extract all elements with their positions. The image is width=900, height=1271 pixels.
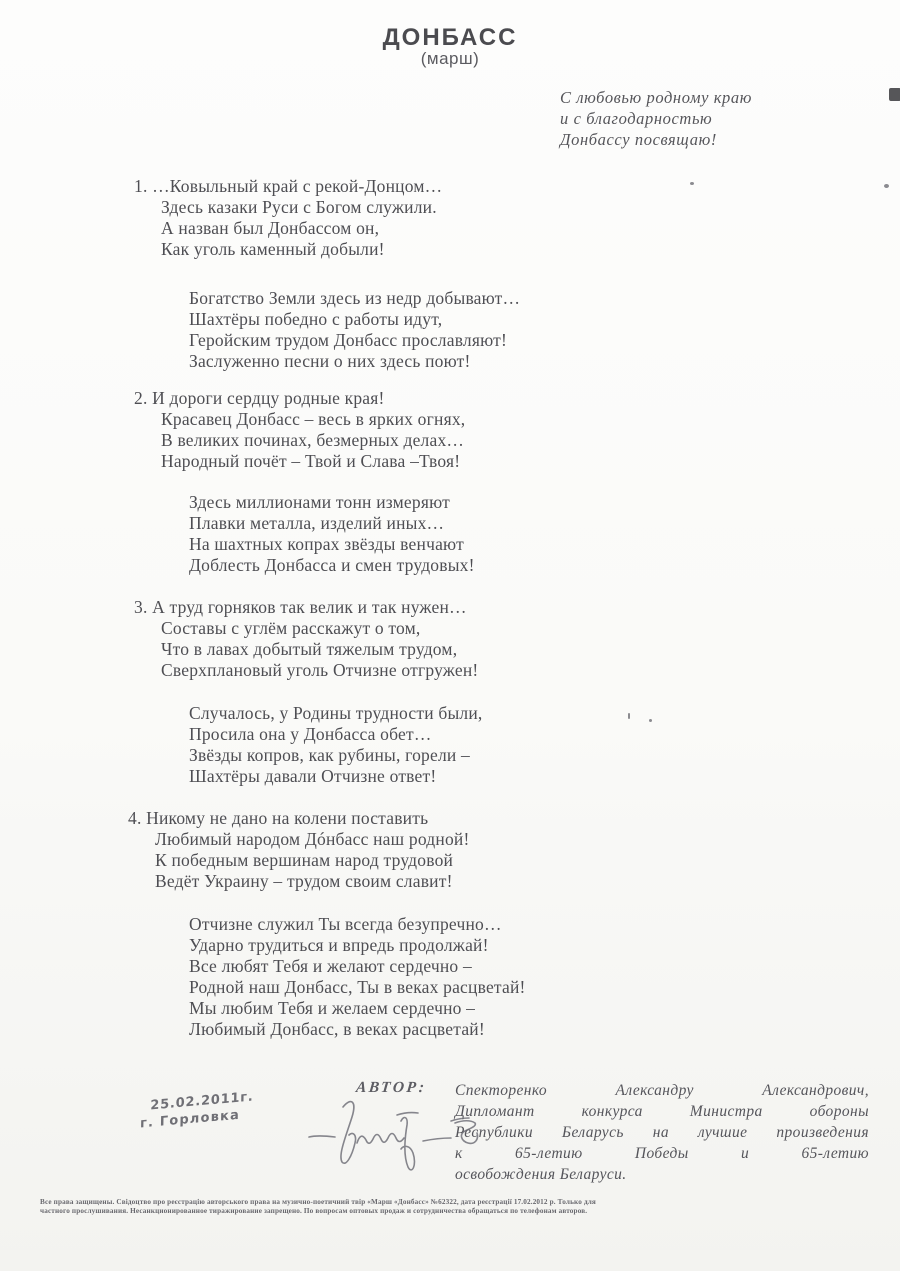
poem-line: Составы с углём расскажут о том, xyxy=(161,618,421,638)
poem-line: К победным вершинам народ трудовой xyxy=(155,850,454,870)
chorus-2 xyxy=(189,492,475,576)
poem-line: Ударно трудиться и впредь продолжай! xyxy=(189,935,489,955)
poem-line: Просила она у Донбасса обет… xyxy=(189,724,432,744)
credentials-line: Спекторенко Александру Александрович, xyxy=(455,1082,869,1099)
poem-line: Заслуженно песни о них здесь поют! xyxy=(189,351,471,371)
poem-line: Любимый Донбасс, в веках расцветай! xyxy=(189,1019,485,1039)
poem-line: 4. Никому не дано на колени поставить xyxy=(128,808,429,828)
poem-line: Народный почёт – Твой и Слава –Твоя! xyxy=(161,451,461,471)
credentials-line: Республики Беларусь на лучшие произведения xyxy=(455,1124,869,1141)
poem-line: Родной наш Донбасс, Ты в веках расцветай! xyxy=(189,977,526,997)
dedication-line: и с благодарностью xyxy=(560,109,713,128)
fine-print-line: Все права защищены. Свідоцтво про реєстрацію авторського права на музично-поетичний твір «Марш «Донбасс» №62322, дата реєстрації 17.02.2012 р. Только для xyxy=(40,1198,596,1206)
verse-1 xyxy=(134,176,442,260)
poem-line: Отчизне служил Ты всегда безупречно… xyxy=(189,914,502,934)
poem-line: На шахтных копрах звёзды венчают xyxy=(189,534,464,554)
poem-line: 1. …Ковыльный край с рекой-Донцом… xyxy=(134,176,443,196)
poem-line: Доблесть Донбасса и смен трудовых! xyxy=(189,555,475,575)
poem-line: Любимый народом Дóнбасс наш родной! xyxy=(155,829,470,849)
poem-line: Звёзды копров, как рубины, горели – xyxy=(189,745,470,765)
poem-line: Ведёт Украину – трудом своим славит! xyxy=(155,871,453,891)
copyright-fine-print xyxy=(40,1198,864,1216)
poem-line: Шахтёры победно с работы идут, xyxy=(189,309,443,329)
handwritten-place-line: г. Горловка xyxy=(139,1107,241,1132)
page-subtitle: (марш) xyxy=(420,49,480,68)
dedication-line: Донбассу посвящаю! xyxy=(560,130,717,149)
verse-3 xyxy=(134,597,478,681)
chorus-1 xyxy=(189,288,520,372)
poem-line: Что в лавах добытый тяжелым трудом, xyxy=(161,639,458,659)
scan-artifact xyxy=(889,88,900,101)
page-title: ДОНБАСС xyxy=(382,24,518,51)
poem-line: Плавки металла, изделий иных… xyxy=(189,513,445,533)
poem-line: Сверхплановый уголь Отчизне отгружен! xyxy=(161,660,479,680)
handwritten-date-line: 25.02.2011г. xyxy=(150,1089,254,1114)
credentials-line: Дипломант конкурса Министра обороны xyxy=(455,1103,869,1120)
scan-speck xyxy=(649,719,652,722)
scan-speck xyxy=(690,182,694,185)
chorus-3 xyxy=(189,703,483,787)
poem-line: Все любят Тебя и желают сердечно – xyxy=(189,956,472,976)
poem-line: Как уголь каменный добыли! xyxy=(161,239,385,259)
dedication-line: С любовью родному краю xyxy=(560,88,752,107)
poem-line: Красавец Донбасс – весь в ярких огнях, xyxy=(161,409,466,429)
poem-line: Мы любим Тебя и желаем сердечно – xyxy=(189,998,476,1018)
dedication xyxy=(560,87,752,150)
poem-line: Богатство Земли здесь из недр добывают… xyxy=(189,288,521,308)
poem-line: Шахтёры давали Отчизне ответ! xyxy=(189,766,437,786)
poem-line: А назван был Донбассом он, xyxy=(161,218,380,238)
verse-4 xyxy=(128,808,470,892)
scan-speck xyxy=(884,184,889,188)
fine-print-line: частного прослушивания. Несанкционированное тиражирование запрещено. По вопросам оптовых продаж и сотрудничества обращаться по телефонам авторов. xyxy=(40,1207,588,1215)
verse-2 xyxy=(134,388,465,472)
poem-line: В великих починах, безмерных делах… xyxy=(161,430,465,450)
author-credentials xyxy=(455,1080,869,1185)
handwritten-date xyxy=(139,1089,254,1132)
poem-line: Геройским трудом Донбасс прославляют! xyxy=(189,330,508,350)
poem-line: Здесь казаки Руси с Богом служили. xyxy=(161,197,437,217)
poem-line: 2. И дороги сердцу родные края! xyxy=(134,388,385,408)
poem-line: 3. А труд горняков так велик и так нужен… xyxy=(134,597,467,617)
credentials-line: к 65-летию Победы и 65-летию xyxy=(455,1145,869,1162)
chorus-4 xyxy=(189,914,526,1040)
poem-line: Случалось, у Родины трудности были, xyxy=(189,703,483,723)
author-label: АВТОР: xyxy=(355,1079,428,1096)
poem-line: Здесь миллионами тонн измеряют xyxy=(189,492,450,512)
scan-speck xyxy=(628,713,630,719)
credentials-line: освобождения Беларуси. xyxy=(455,1166,627,1183)
